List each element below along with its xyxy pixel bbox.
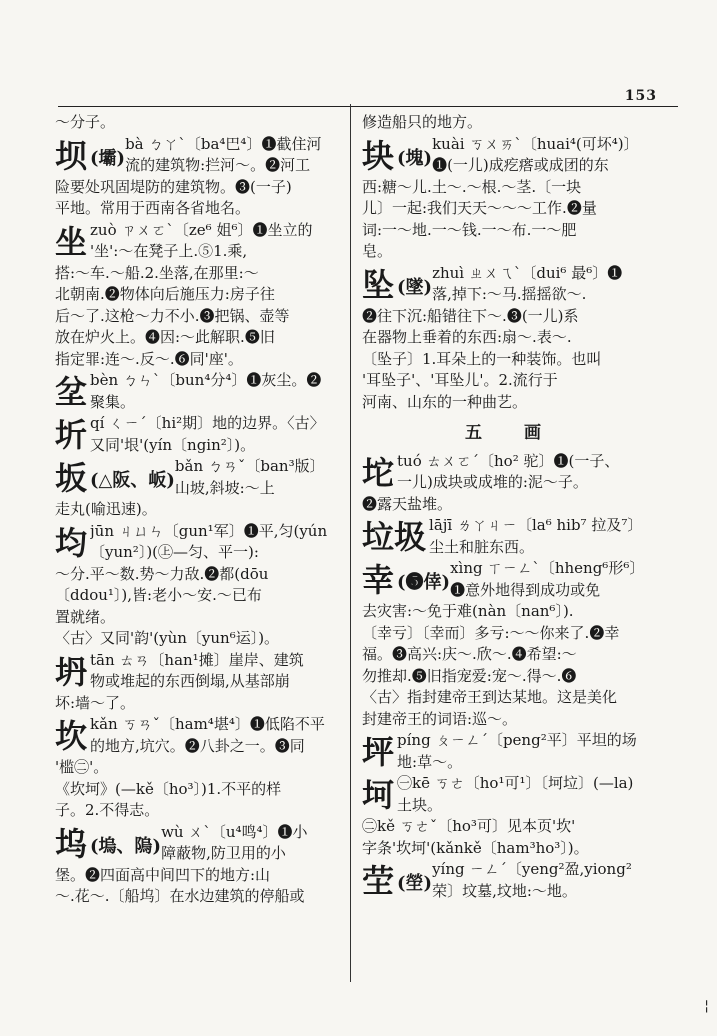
entry-line: ㊀kē ㄎㄜ〔ho¹可¹〕〔坷垃〕(—la): [397, 774, 634, 792]
entry-line: 置就绪。: [55, 607, 116, 626]
entry-line: 在器物上垂着的东西:扇～.表～.: [362, 328, 572, 346]
headword: 幸: [362, 561, 395, 599]
headword: 坐: [55, 222, 88, 261]
entry-ying: [362, 859, 662, 902]
entry-line: kuài ㄎㄨㄞˋ〔huai⁴(可坏⁴)〕: [432, 134, 639, 153]
entry-line: 福。❸高兴:庆～.欣～.❹希望:～: [362, 645, 577, 663]
entry-line: lājī ㄌㄚㄐㄧ〔la⁶ hib⁷ 拉及⁷〕: [429, 516, 643, 534]
entry-line: xìng ㄒㄧㄥˋ〔hheng⁶形⁶〕: [450, 559, 645, 577]
entry-jun: [55, 521, 345, 650]
entry-line: 一儿)成块或成堆的:泥～子。: [397, 473, 588, 491]
entry-line: 西:糖～儿.土～.～根.～茎.〔一块: [362, 177, 582, 196]
entry-line: ❶意外地得到成功或免: [450, 580, 601, 599]
headword: 均: [55, 523, 88, 562]
entry-line: 〔幸亏〕〔幸而〕多亏:～～你来了.❷幸: [362, 623, 620, 642]
headword: 块: [362, 136, 395, 175]
entry-line: 封建帝王的词语:巡～。: [362, 709, 518, 728]
entry-line: '槛㊁'。: [55, 758, 109, 776]
entry-line: 后～了.这枪～力不小.❸把锅、壶等: [55, 306, 290, 325]
entry-line: 〔yun²〕)(㊤—匀、平一):: [90, 543, 259, 561]
headword: 圻: [55, 416, 88, 454]
headword: 坨: [362, 453, 395, 492]
left-column: [55, 112, 345, 908]
entry-line: 〈古〉又同'韵'(yùn〔yun⁶运〕)。: [55, 629, 280, 647]
entry-tuo: [362, 451, 662, 516]
entry-line: 尘土和脏东西。: [429, 537, 535, 556]
entry-line: 又同'垠'(yín〔ngin²〕)。: [90, 435, 256, 454]
entry-line: 〔ddou¹〕),皆:老小～安.～已布: [55, 586, 262, 604]
variant-form: (❺倖): [397, 572, 451, 593]
headword: 坞: [55, 824, 88, 863]
entry-line: ❷露天盐堆。: [362, 494, 453, 513]
variant-form: (塊): [397, 147, 433, 169]
headword: 坎: [55, 717, 88, 755]
top-rule: [58, 106, 678, 107]
headword: 坍: [55, 652, 88, 691]
entry-line: 堡。❷四面高中间凹下的地方:山: [55, 865, 271, 884]
entry-line: ～.花～.〔船坞〕在水边建筑的停船或: [55, 887, 305, 905]
headword: 坝: [55, 136, 88, 175]
entry-line: 平地。常用于西南各省地名。: [55, 199, 251, 217]
entry-line: 〔坠子〕1.耳朵上的一种装饰。也叫: [362, 349, 602, 368]
entry-line: 字条'坎坷'(kǎnkě〔ham³ho³〕)。: [362, 838, 589, 857]
entry-ban: [55, 456, 345, 521]
entry-shipyard-cont: [362, 112, 662, 134]
entry-line: kǎn ㄎㄢˇ〔ham⁴堪⁴〕❶低陷不平: [90, 715, 325, 733]
variant-form: (塢、隖): [90, 835, 162, 857]
entry-xing: [362, 558, 662, 730]
entry-laji: [362, 515, 662, 558]
headword: 茔: [362, 862, 395, 900]
entry-line: píng ㄆㄧㄥˊ〔peng²平〕平坦的场: [397, 731, 637, 749]
entry-line: 修造船只的地方。: [362, 113, 483, 131]
entry-line: bǎn ㄅㄢˇ〔ban³版〕: [174, 457, 325, 475]
entry-ke: [362, 773, 662, 859]
entry-line: qí ㄑㄧˊ〔hi²期〕地的边界。〈古〉: [90, 414, 325, 432]
entry-line: ❶(一儿)成疙瘩或成团的东: [432, 156, 609, 174]
entry-line: bèn ㄅㄣˋ〔bun⁴分⁴〕❶灰尘。❷: [90, 371, 322, 389]
entry-line: tuó ㄊㄨㄛˊ〔ho² 驼〕❶(一子、: [397, 451, 620, 470]
entry-line: jūn ㄐㄩㄣ〔gun¹军〕❶平,匀(yún: [90, 521, 328, 540]
entry-line: 落,掉下:～马.摇摇欲～.: [432, 285, 587, 303]
entry-line: tān ㄊㄢ〔han¹摊〕崖岸、建筑: [90, 650, 304, 669]
variant-form: (△阪、岅): [90, 470, 175, 491]
entry-line: 流的建筑物:拦河～。❷河工: [125, 156, 311, 174]
entry-line: ～分.平～数.势～力敌.❷都(dōu: [55, 564, 269, 583]
headword: 坷: [362, 776, 395, 814]
entry-line: zuò ㄗㄨㄛˋ〔ze⁶ 姐⁶〕❶坐立的: [90, 220, 313, 239]
entry-line: 险要处巩固堤防的建筑物。❸(一子): [55, 177, 292, 196]
variant-form: (塋): [397, 873, 433, 894]
entry-line: 山坡,斜坡:～上: [174, 478, 275, 497]
headword: 坌: [55, 373, 88, 411]
entry-line: wù ㄨˋ〔u⁴鸣⁴〕❶小: [161, 822, 308, 841]
headword: 垃圾: [362, 518, 427, 556]
page-number: 153: [624, 88, 657, 104]
entry-ping: [362, 730, 662, 773]
entry-line: '坐':～在凳子上.⑤1.乘,: [90, 242, 248, 260]
entry-tan: [55, 650, 345, 715]
entry-line: 聚集。: [90, 392, 136, 411]
entry-line: 词:一～地.一～钱.一～布.一～肥: [362, 220, 577, 239]
entry-line: 走丸(喻迅速)。: [55, 500, 157, 518]
entry-line: bà ㄅㄚˋ〔ba⁴巴⁴〕❶截住河: [125, 134, 322, 153]
entry-ba: [55, 134, 345, 220]
entry-line: 河南、山东的一种曲艺。: [362, 392, 528, 411]
entry-line: 地:草～。: [397, 752, 463, 771]
entry-line: 土块。: [397, 795, 443, 814]
entry-zuo: [55, 220, 345, 371]
entry-line: 皂。: [362, 242, 393, 260]
entry-line: 〈古〉指封建帝王到达某地。这是美化: [362, 688, 618, 706]
variant-form: (墜): [397, 276, 433, 298]
entry-line: ～分子。: [55, 113, 116, 131]
entry-line: ㊁kě ㄎㄜˇ〔ho³可〕见本页'坎': [362, 817, 576, 835]
entry-wu: [55, 822, 345, 908]
entry-line: 障蔽物,防卫用的小: [161, 844, 286, 862]
entry-line: 子。2.不得志。: [55, 801, 160, 819]
entry-line: 坏:墙～了。: [55, 693, 136, 712]
entry-line: 放在炉火上。❹因:～此解职.❺旧: [55, 328, 275, 346]
entry-zhui: [362, 263, 662, 414]
entry-line: zhuì ㄓㄨㄟˋ〔dui⁶ 最⁶〕❶: [432, 263, 623, 282]
headword: 坠: [362, 265, 395, 304]
entry-line: '耳坠子'、'耳坠儿'。2.流行于: [362, 371, 558, 389]
column-divider: [350, 104, 351, 982]
entry-line: yíng ㄧㄥˊ〔yeng²盈,yiong²: [432, 860, 632, 878]
entry-line: ❷往下沉:船错往下～.❸(一儿)系: [362, 306, 579, 325]
entry-line: 搭:～车.～船.2.坐落,在那里:～: [55, 263, 259, 282]
entry-line: 儿〕一起:我们天天～～～工作.❷量: [362, 199, 597, 217]
entry-line: 勿推却.❺旧指宠爱:宠～.得～.❻: [362, 666, 577, 685]
headword: 坂: [55, 459, 88, 497]
entry-line: 的地方,坑穴。❷八卦之一。❸同: [90, 736, 305, 755]
entry-kan: [55, 714, 345, 822]
headword: 坪: [362, 733, 395, 771]
entry-line: 指定罪:连～.反～.❻同'座'。: [55, 349, 243, 368]
entry-fenzi-cont: [55, 112, 345, 134]
entry-ben: [55, 370, 345, 413]
entry-qi: [55, 413, 345, 456]
entry-line: 《坎坷》(—kě〔ho³〕)1.不平的样: [55, 779, 282, 798]
entry-line: 物或堆起的东西倒塌,从基部崩: [90, 672, 290, 690]
entry-line: 去灾害:～免于难(nàn〔nan⁶〕).: [362, 602, 574, 620]
variant-form: (壩): [90, 147, 126, 169]
entry-kuai: [362, 134, 662, 263]
section-heading: 五 画: [465, 423, 559, 443]
entry-line: 北朝南.❷物体向后施压力:房子往: [55, 285, 275, 303]
page-edge-mark: ¦: [704, 998, 709, 1014]
entry-line: 荣〕坟墓,坟地:～地。: [432, 881, 577, 900]
right-column: [362, 112, 662, 902]
